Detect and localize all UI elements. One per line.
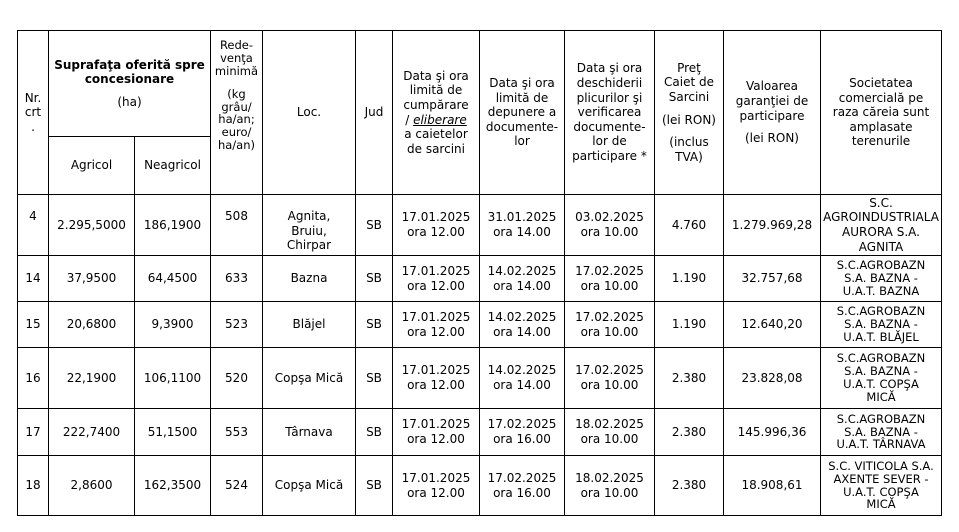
cell-nr: 15 xyxy=(18,302,49,348)
cell-deschidere: 18.02.2025 ora 10.00 xyxy=(565,456,655,516)
cell-loc: Bazna xyxy=(263,256,356,302)
cell-redeventa: 520 xyxy=(211,348,263,409)
cell-depunere: 17.02.2025 ora 16.00 xyxy=(480,409,565,456)
cell-redeventa: 553 xyxy=(211,409,263,456)
header-agricol: Agricol xyxy=(49,137,135,195)
cell-deschidere: 17.02.2025 ora 10.00 xyxy=(565,256,655,302)
cell-depunere: 14.02.2025 ora 14.00 xyxy=(480,348,565,409)
cell-redeventa: 524 xyxy=(211,456,263,516)
cell-jud: SB xyxy=(356,348,393,409)
cell-agricol: 2,8600 xyxy=(49,456,135,516)
header-deschidere: Data şi ora deschiderii plicurilor şi verificarea documente- lor de participare * xyxy=(565,31,655,195)
header-neagricol: Neagricol xyxy=(135,137,211,195)
cell-neagricol: 9,3900 xyxy=(135,302,211,348)
cell-agricol: 222,7400 xyxy=(49,409,135,456)
cell-societate: S.C. AGROINDUSTRIALA AURORA S.A. AGNITA xyxy=(821,195,942,256)
cell-deschidere: 17.02.2025 ora 10.00 xyxy=(565,302,655,348)
cell-jud: SB xyxy=(356,256,393,302)
header-nr-crt: Nr. crt . xyxy=(18,31,49,195)
cell-depunere: 14.02.2025 ora 14.00 xyxy=(480,302,565,348)
cell-cumparare: 17.01.2025 ora 12.00 xyxy=(393,195,480,256)
cell-redeventa: 633 xyxy=(211,256,263,302)
cell-neagricol: 106,1100 xyxy=(135,348,211,409)
cell-societate: S.C. VITICOLA S.A. AXENTE SEVER - U.A.T. COPŞA MICĂ xyxy=(821,456,942,516)
cell-garantie: 1.279.969,28 xyxy=(724,195,821,256)
cell-garantie: 12.640,20 xyxy=(724,302,821,348)
header-societate: Societatea comercială pe raza căreia sunt amplasate terenurile xyxy=(821,31,942,195)
cell-agricol: 20,6800 xyxy=(49,302,135,348)
cell-nr: 17 xyxy=(18,409,49,456)
cell-neagricol: 186,1900 xyxy=(135,195,211,256)
cell-nr: 14 xyxy=(18,256,49,302)
cell-neagricol: 162,3500 xyxy=(135,456,211,516)
cell-depunere: 17.02.2025 ora 16.00 xyxy=(480,456,565,516)
cell-agricol: 37,9500 xyxy=(49,256,135,302)
cell-jud: SB xyxy=(356,409,393,456)
cell-garantie: 32.757,68 xyxy=(724,256,821,302)
cell-neagricol: 51,1500 xyxy=(135,409,211,456)
header-jud: Jud xyxy=(356,31,393,195)
cell-societate: S.C.AGROBAZN S.A. BAZNA - U.A.T. BAZNA xyxy=(821,256,942,302)
cell-depunere: 14.02.2025 ora 14.00 xyxy=(480,256,565,302)
cell-jud: SB xyxy=(356,302,393,348)
table-row xyxy=(18,256,942,302)
cell-agricol: 2.295,5000 xyxy=(49,195,135,256)
cell-pret: 1.190 xyxy=(655,302,724,348)
header-pret: Preţ Caiet de Sarcini (lei RON) (inclus TVA) xyxy=(655,31,724,195)
cell-jud: SB xyxy=(356,456,393,516)
cell-pret: 4.760 xyxy=(655,195,724,256)
table-row xyxy=(18,409,942,456)
cell-jud: SB xyxy=(356,195,393,256)
cell-pret: 2.380 xyxy=(655,348,724,409)
cell-deschidere: 17.02.2025 ora 10.00 xyxy=(565,348,655,409)
table-row xyxy=(18,195,942,256)
cell-loc: Blăjel xyxy=(263,302,356,348)
cell-societate: S.C.AGROBAZN S.A. BAZNA - U.A.T. TÂRNAVA xyxy=(821,409,942,456)
cell-neagricol: 64,4500 xyxy=(135,256,211,302)
cell-societate: S.C.AGROBAZN S.A. BAZNA - U.A.T. COPŞA MICĂ xyxy=(821,348,942,409)
cell-loc: Agnita, Bruiu, Chirpar xyxy=(263,195,356,256)
cell-nr: 18 xyxy=(18,456,49,516)
cell-nr: 16 xyxy=(18,348,49,409)
concession-table xyxy=(17,30,942,516)
cell-redeventa: 523 xyxy=(211,302,263,348)
table-row xyxy=(18,348,942,409)
cell-garantie: 145.996,36 xyxy=(724,409,821,456)
cell-depunere: 31.01.2025 ora 14.00 xyxy=(480,195,565,256)
cell-deschidere: 18.02.2025 ora 10.00 xyxy=(565,409,655,456)
header-cumparare: Data şi ora limită de cumpărare / eliberare a caietelor de sarcini xyxy=(393,31,480,195)
cell-agricol: 22,1900 xyxy=(49,348,135,409)
cell-cumparare: 17.01.2025 ora 12.00 xyxy=(393,409,480,456)
cell-pret: 1.190 xyxy=(655,256,724,302)
cell-redeventa: 508 xyxy=(211,195,263,256)
cell-pret: 2.380 xyxy=(655,409,724,456)
table-row xyxy=(18,302,942,348)
cell-cumparare: 17.01.2025 ora 12.00 xyxy=(393,302,480,348)
cell-loc: Copşa Mică xyxy=(263,456,356,516)
header-loc: Loc. xyxy=(263,31,356,195)
header-garantie: Valoarea garanţiei de participare (lei RON) xyxy=(724,31,821,195)
cell-societate: S.C.AGROBAZN S.A. BAZNA - U.A.T. BLĂJEL xyxy=(821,302,942,348)
cell-loc: Târnava xyxy=(263,409,356,456)
cell-garantie: 23.828,08 xyxy=(724,348,821,409)
header-redeventa: Rede- venţa minimă (kg grâu/ ha/an; euro/ ha/an) xyxy=(211,31,263,195)
header-depunere: Data şi ora limită de depunere a documente- lor xyxy=(480,31,565,195)
cell-pret: 2.380 xyxy=(655,456,724,516)
table-row xyxy=(18,456,942,516)
cell-loc: Copşa Mică xyxy=(263,348,356,409)
cell-deschidere: 03.02.2025 ora 10.00 xyxy=(565,195,655,256)
cell-nr: 4 xyxy=(18,195,49,256)
cell-cumparare: 17.01.2025 ora 12.00 xyxy=(393,456,480,516)
cell-garantie: 18.908,61 xyxy=(724,456,821,516)
cell-cumparare: 17.01.2025 ora 12.00 xyxy=(393,256,480,302)
cell-cumparare: 17.01.2025 ora 12.00 xyxy=(393,348,480,409)
header-surface: Suprafaţa oferită spre concesionare (ha) xyxy=(49,31,211,137)
